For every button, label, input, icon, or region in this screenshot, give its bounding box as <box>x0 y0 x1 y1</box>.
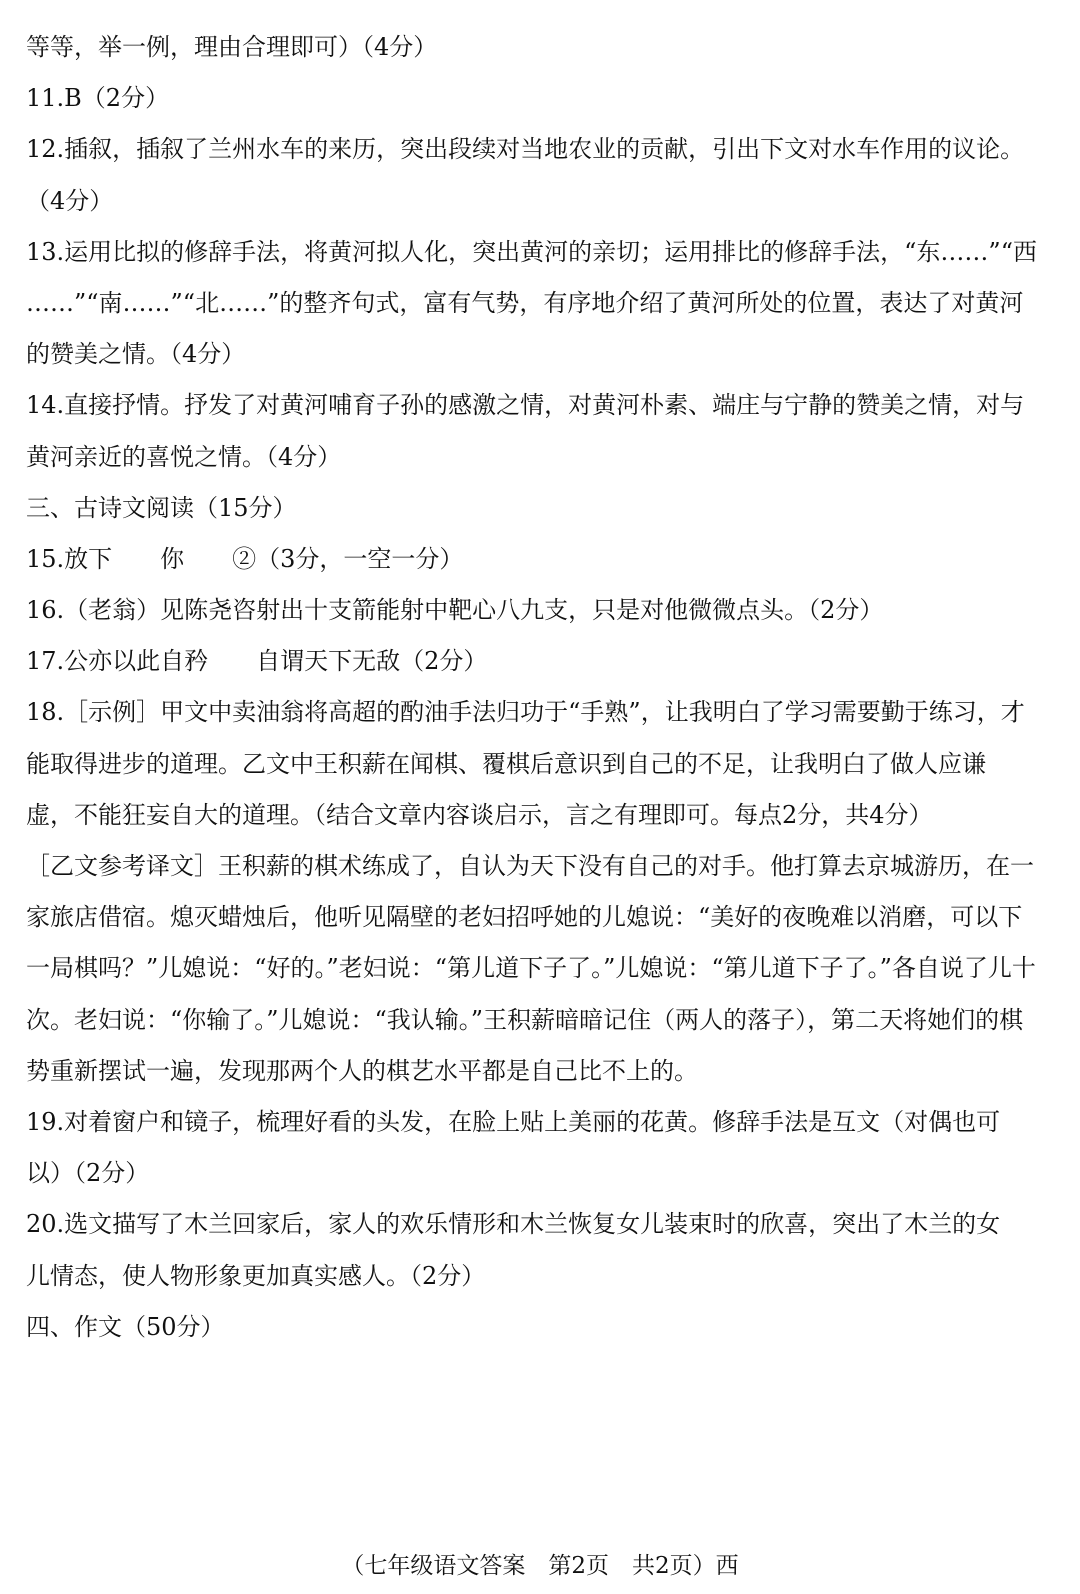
text-line: （4分） <box>26 186 114 215</box>
page-footer: （七年级语文答案 第2页 共2页）西 <box>341 1553 739 1579</box>
text-line: 次。老妇说：“你输了。”儿媳说：“我认输。”王积薪暗暗记住（两人的落子），第二天将她们的棋 <box>26 1005 1024 1034</box>
text-line: ……”“南……”“北……”的整齐句式，富有气势，有序地介绍了黄河所处的位置，表达了对黄河 <box>26 288 1024 317</box>
text-line: 的赞美之情。（4分） <box>26 340 246 369</box>
text-line: 等等，举一例，理由合理即可）（4分） <box>26 33 438 61</box>
text-line: 虚，不能狂妄自大的道理。（结合文章内容谈启示，言之有理即可。每点2分，共4分） <box>26 800 933 829</box>
answer-12: 12.插叙，插叙了兰州水车的来历，突出段续对当地农业的贡献，引出下文对水车作用的议论。 <box>26 135 1025 164</box>
answer-19: 19.对着窗户和镜子，梳理好看的头发，在脸上贴上美丽的花黄。修辞手法是互文（对偶也可 <box>26 1107 1001 1136</box>
answer-11: 11.B（2分） <box>26 84 170 113</box>
text-line: 以）（2分） <box>26 1159 150 1188</box>
answer-13: 13.运用比拟的修辞手法，将黄河拟人化，突出黄河的亲切；运用排比的修辞手法，“东……”“西 <box>26 237 1037 266</box>
text-line: 一局棋吗？”儿媳说：“好的。”老妇说：“第儿道下子了。”儿媳说：“第儿道下子了。”各自说了儿十 <box>26 954 1036 983</box>
text-line: 黄河亲近的喜悦之情。（4分） <box>26 442 342 471</box>
text-line: 能取得进步的道理。乙文中王积薪在闻棋、覆棋后意识到自己的不足，让我明白了做人应谦 <box>26 749 986 778</box>
text-line: 儿情态，使人物形象更加真实感人。（2分） <box>26 1261 486 1290</box>
section-heading-3: 三、古诗文阅读（15分） <box>26 493 297 522</box>
answer-14: 14.直接抒情。抒发了对黄河哺育子孙的感激之情，对黄河朴素、端庄与宁静的赞美之情，对与 <box>26 391 1025 420</box>
answer-17: 17.公亦以此自矜 自谓天下无敌（2分） <box>26 647 488 676</box>
answer-18: 18.［示例］甲文中卖油翁将高超的酌油手法归功于“手熟”，让我明白了学习需要勤于练习，才 <box>26 698 1025 727</box>
section-heading-4: 四、作文（50分） <box>26 1312 225 1341</box>
text-line: 家旅店借宿。熄灭蜡烛后，他听见隔壁的老妇招呼她的儿媳说：“美好的夜晚难以消磨，可以下 <box>26 903 1023 932</box>
answer-20: 20.选文描写了木兰回家后，家人的欢乐情形和木兰恢复女儿装束时的欣喜，突出了木兰的女 <box>26 1210 1001 1239</box>
answer-16: 16.（老翁）见陈尧咨射出十支箭能射中靶心八九支，只是对他微微点头。（2分） <box>26 596 884 625</box>
answer-text-body <box>26 22 1056 1353</box>
text-line: 势重新摆试一遍，发现那两个人的棋艺水平都是自己比不上的。 <box>26 1056 698 1085</box>
answer-15: 15.放下 你 ②（3分，一空一分） <box>26 544 464 573</box>
translation-paragraph: ［乙文参考译文］王积薪的棋术练成了，自认为天下没有自己的对手。他打算去京城游历，在一 <box>26 852 1034 880</box>
